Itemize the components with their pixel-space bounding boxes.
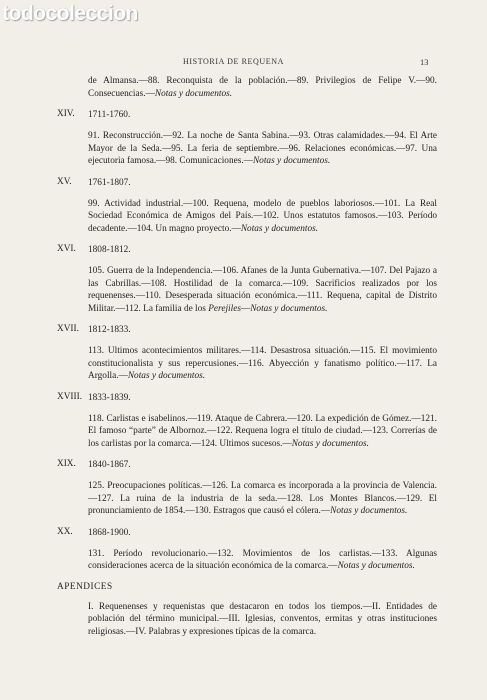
chapter-summary: 125. Preocupaciones políticas.—126. La comarca es incorporada a la provincia de Valencia.—127. La ruina de la industria de la seda.—128. Los Montes Blancos.—129. El pronunciamiento de 1854.—130. Estragos que causó el cólera.—Notas y documentos. bbox=[88, 481, 437, 516]
chapter-numeral: XIV. bbox=[57, 109, 75, 119]
chapter-dates: 1812-1833. bbox=[88, 325, 131, 335]
chapter-numeral: XIX. bbox=[57, 459, 76, 469]
chapter-numeral: XVIII. bbox=[57, 391, 83, 402]
chapter-xvi bbox=[57, 244, 437, 315]
chapter-dates: 1868-1900. bbox=[88, 527, 131, 538]
chapter-summary: 131. Período revolucionario.—132. Movimientos de los carlistas.—133. Algunas consideraciones acerca de la situación económica de la comarca.—Notas y documentos. bbox=[88, 548, 437, 571]
chapter-summary: 113. Ultimos acontecimientos militares.—114. Desastrosa situación.—115. El movimiento constitucionalista y sus repercusiones.—116. Abyección y fanatismo político.—117. La Argolla.—Notas y documentos. bbox=[88, 346, 437, 381]
appendices-heading: APENDICES bbox=[57, 581, 113, 592]
notes-link: Notas y documentos. bbox=[154, 88, 233, 99]
chapter-summary: 99. Actividad industrial.—100. Requena, modelo de pueblos laboriosos.—101. La Real Sociedad Económica de Amigos del País.—102. Unos estatutos famosos.—103. Período decadente.—104. Un magno proyecto.—Notas y documentos. bbox=[88, 198, 437, 234]
chapter-numeral: XV. bbox=[57, 176, 72, 187]
continued-paragraph bbox=[88, 75, 437, 100]
table-of-contents bbox=[57, 75, 437, 638]
chapter-xix bbox=[57, 459, 437, 518]
appendices bbox=[57, 581, 437, 639]
chapter-numeral: XVI. bbox=[57, 244, 76, 254]
chapter-xv bbox=[57, 177, 437, 236]
page-number: 13 bbox=[420, 57, 429, 67]
chapter-dates: 1840-1867. bbox=[88, 460, 131, 470]
chapter-xiv bbox=[57, 109, 437, 168]
chapter-numeral: XX. bbox=[57, 526, 73, 537]
chapter-dates: 1808-1812. bbox=[88, 245, 131, 255]
chapter-xvii bbox=[57, 324, 437, 383]
chapter-xviii bbox=[57, 392, 437, 451]
running-head: HISTORIA DE REQUENA bbox=[183, 57, 285, 66]
continued-text: de Almansa.—88. Reconquista de la población.—89. Privilegios de Felipe V.—90. Consecuencias.— bbox=[88, 76, 437, 99]
chapter-summary: 105. Guerra de la Independencia.—106. Afanes de la Junta Gubernativa.—107. Del Pajazo a las Cabrillas.—108. Hostilidad de la comarca.—109. Sacrificios realizados por los requenenses.—110. Desesperada situación económica.—111. Requena, capital de Distrito Militar.—112. La familia de los Perejiles—Notas y documentos. bbox=[88, 266, 437, 314]
chapter-dates: 1833-1839. bbox=[88, 392, 131, 403]
appendices-summary: I. Requenenses y requenistas que destacaron en todos los tiempos.—II. Entidades de población del término municipal.—III. Iglesias, conventos, ermitas y otras instituciones religiosas.—IV. Palabras y expresiones típicas de la comarca. bbox=[88, 601, 437, 637]
chapter-numeral: XVII. bbox=[57, 324, 79, 334]
chapter-xx bbox=[57, 527, 437, 573]
chapter-dates: 1761-1807. bbox=[88, 177, 131, 188]
chapter-summary: 91. Reconstrucción.—92. La noche de Santa Sabina.—93. Otras calamidades.—94. El Arte Mayor de la Seda.—95. La feria de septiembre.—96. Relaciones económicas.—97. Una ejecutoria famosa.—98. Comunicaciones.—Notas y documentos. bbox=[88, 131, 437, 166]
watermark-logo: todocoleccion bbox=[2, 2, 138, 25]
chapter-summary: 118. Carlistas e isabelinos.—119. Ataque de Cabrera.—120. La expedición de Gómez.—121. El famoso “parte” de Albornoz.—122. Requena logra el título de ciudad.—123. Correrías de los carlistas por la comarca.—124. Ultimos sucesos.—Notas y documentos. bbox=[88, 413, 437, 449]
chapter-dates: 1711-1760. bbox=[88, 110, 131, 120]
